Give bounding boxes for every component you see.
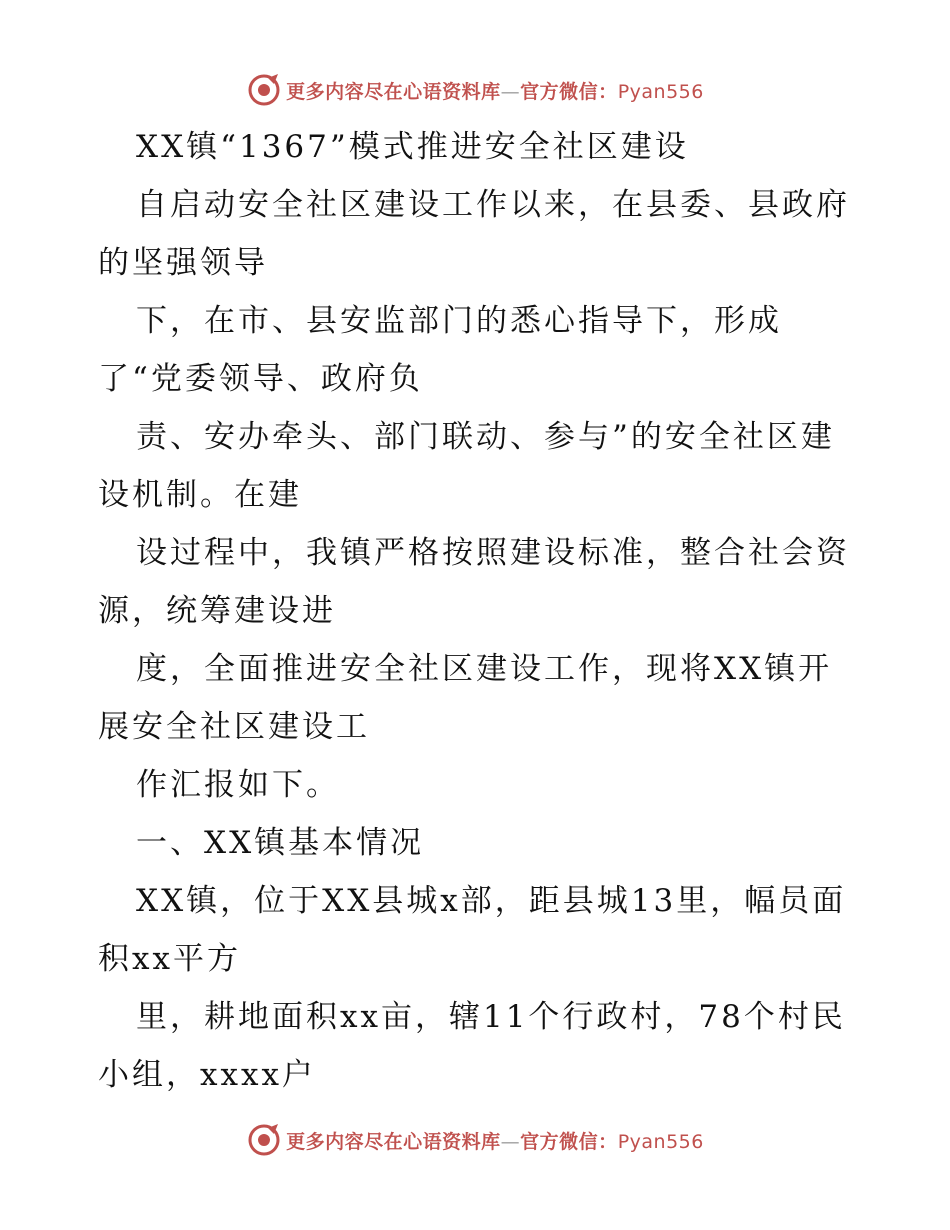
paragraph-line: 一、XX镇基本情况 <box>136 825 425 861</box>
paragraph-line: 责、安办牵头、部门联动、参与”的安全社区建 <box>136 419 835 455</box>
paragraph-line: 设过程中，我镇严格按照建设标准，整合社会资 <box>136 535 850 571</box>
paragraph-line: 小组，xxxx户 <box>98 1057 316 1093</box>
footer-banner <box>0 1120 950 1160</box>
paragraph-line: 的坚强领导 <box>98 245 268 281</box>
paragraph-line: 里，耕地面积xx亩，辖11个行政村，78个村民 <box>136 999 846 1035</box>
banner-text <box>286 77 704 104</box>
banner-account: Pyan556 <box>617 80 704 103</box>
banner-dash: — <box>500 80 521 103</box>
paragraph-line: 设机制。在建 <box>98 477 302 513</box>
banner-account: Pyan556 <box>617 1130 704 1153</box>
banner-slogan: 更多内容尽在心语资料库 <box>286 1130 501 1153</box>
paragraph-line: 度，全面推进安全社区建设工作，现将XX镇开 <box>136 651 833 687</box>
paragraph-line: 作汇报如下。 <box>136 767 340 803</box>
paragraph-line: 自启动安全社区建设工作以来，在县委、县政府 <box>136 187 850 223</box>
document-title: XX镇“1367”模式推进安全社区建设 <box>136 129 689 165</box>
brand-logo-icon <box>246 1122 282 1158</box>
banner-dash: — <box>500 1130 521 1153</box>
banner-text <box>286 1127 704 1154</box>
paragraph-line: 源，统筹建设进 <box>98 593 336 629</box>
banner-official-label: 官方微信： <box>520 1130 618 1153</box>
banner-slogan: 更多内容尽在心语资料库 <box>286 80 501 103</box>
paragraph-line: XX镇，位于XX县城x部，距县城13里，幅员面 <box>136 883 847 919</box>
header-banner <box>0 70 950 110</box>
paragraph-line: 下，在市、县安监部门的悉心指导下，形成 <box>136 303 782 339</box>
paragraph-line: 积xx平方 <box>98 941 241 977</box>
document-body <box>98 118 858 1104</box>
brand-logo-icon <box>246 72 282 108</box>
paragraph-line: 展安全社区建设工 <box>98 709 370 745</box>
paragraph-line: 了“党委领导、政府负 <box>98 361 423 397</box>
banner-official-label: 官方微信： <box>520 80 618 103</box>
